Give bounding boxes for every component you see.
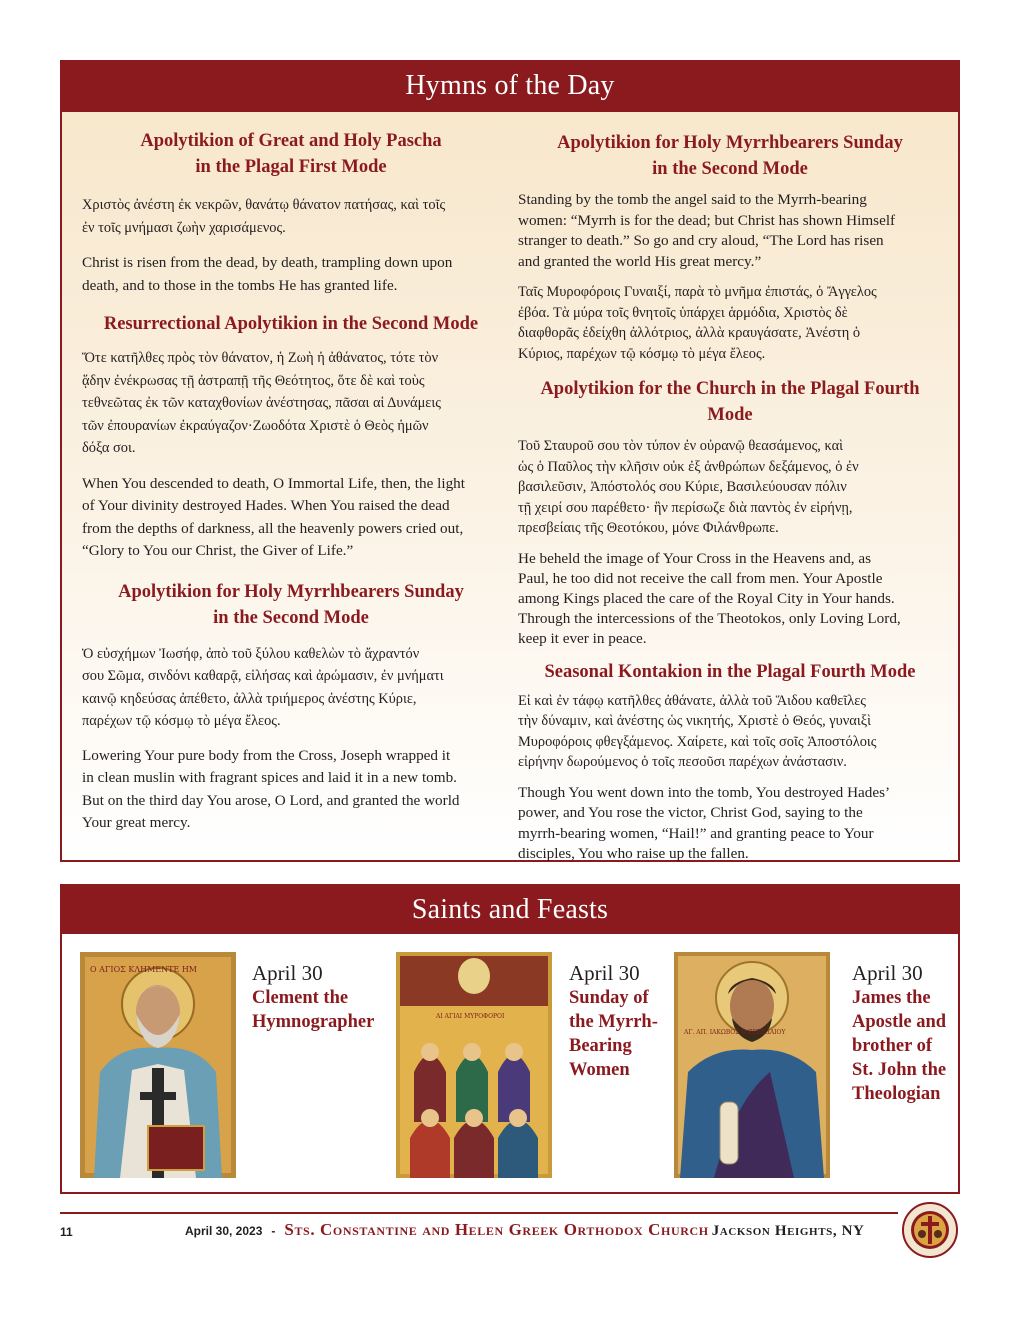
text-line: ὡς ὁ Παῦλος τὴν κλῆσιν οὐκ ἐξ ἀνθρώπων δεξάμενος, ὁ ἐν — [518, 458, 859, 475]
text-line: Paul, he too did not receive the call from men. Your Apostle — [518, 569, 883, 587]
text-line: ᾅδην ἐνέκρωσας τῇ ἀστραπῇ τῆς Θεότητος, ὅτε δὲ καὶ τοὺς — [82, 372, 425, 389]
text-line: Though You went down into the tomb, You destroyed Hades’ — [518, 783, 891, 801]
text-line: Christ is risen from the dead, by death, trampling down upon — [82, 254, 453, 271]
text-line: παρέχων τῷ κόσμῳ τὸ μέγα ἔλεος. — [82, 713, 281, 729]
myrrhbearers-icon-image-art — [396, 952, 552, 1178]
saint-name-line: the Myrrh- — [569, 1012, 658, 1032]
hymn-title-line: in the Plagal First Mode — [195, 157, 387, 177]
text-line: εἰρήνην δωρούμενος ὁ τοῖς πεσοῦσι παρέχων ἀνάστασιν. — [518, 754, 847, 770]
james-icon-caption: ΑΓ. ΑΠ. ΙΑΚΩΒΟΣ Ο ΖΕΒΕΔΑΙΟΥ — [684, 1029, 786, 1036]
hymns-right-column — [518, 130, 942, 865]
text-line: καινῷ κηδεύσας ἀπέθετο, ἀλλὰ τριήμερος ἀνέστης Κύριε, — [82, 690, 417, 707]
footer-church-name: Sts. Constantine and Helen Greek Orthodox Church — [284, 1220, 709, 1239]
hymn-title — [82, 128, 500, 180]
text-line: τῶν ἐπουρανίων ἐκραύγαζον·Ζωοδότα Χριστὲ ὁ Θεὸς ἡμῶν — [82, 417, 429, 434]
text-line: Ὅτε κατῆλθες πρὸς τὸν θάνατον, ἡ Ζωὴ ἡ ἀθάνατος, τότε τὸν — [82, 350, 439, 366]
saint-name-line: Apostle and — [852, 1012, 947, 1032]
text-line: and granted the world His great mercy.” — [518, 252, 762, 270]
text-line: stranger to death.” So go and cry aloud, “The Lord has risen — [518, 232, 884, 249]
hymn-title — [82, 311, 500, 337]
parish-seal-logo — [902, 1202, 958, 1258]
saint-myrrhbearers — [569, 960, 658, 1082]
hymn-myrrhbearers-english — [518, 130, 942, 364]
text-line: But on the third day You arose, O Lord, and granted the world — [82, 791, 460, 809]
clement-icon-image-art — [80, 952, 236, 1178]
hymn-kontakion — [518, 659, 942, 865]
text-line: Κύριος, παρέχων τῷ κόσμῳ τὸ μέγα ἔλεος. — [518, 345, 766, 362]
hymn-title — [518, 659, 942, 685]
myrrhbearers-icon-image — [396, 952, 552, 1178]
hymn-title-line: Resurrectional Apolytikion in the Second Mode — [103, 314, 479, 334]
hymn-english-text — [82, 745, 500, 835]
hymn-pascha — [82, 128, 500, 297]
text-line: in clean muslin with fragrant spices and laid it in a new tomb. — [82, 769, 457, 786]
hymn-myrrhbearers-greek — [82, 579, 500, 835]
saint-name-line: Theologian — [852, 1084, 941, 1104]
myrrhbearers-icon-caption: ΑΙ ΑΓΙΑΙ ΜΥΡΟΦΟΡΟΙ — [436, 1013, 505, 1020]
hymn-title-line: in the Second Mode — [213, 607, 369, 628]
hymn-title — [82, 579, 500, 631]
hymn-title — [518, 130, 942, 182]
text-line: Your great mercy. — [82, 814, 191, 831]
clement-icon-image — [80, 952, 236, 1178]
james-icon-image-art — [674, 952, 830, 1178]
text-line: τὴν δύναμιν, καὶ ἀνέστης ὡς νικητής, Χριστὲ ὁ Θεός, γυναιξὶ — [518, 713, 871, 729]
text-line: ἐν τοῖς μνήμασι ζωὴν χαρισάμενος. — [82, 219, 286, 236]
hymns-heading: Hymns of the Day — [62, 62, 958, 112]
hymn-title-line: Apolytikion for Holy Myrrhbearers Sunday — [118, 581, 464, 602]
text-line: among Kings placed the care of the Royal City in Your hands. — [518, 589, 895, 607]
text-line: Τοῦ Σταυροῦ σου τὸν τύπον ἐν οὐρανῷ θεασάμενος, καὶ — [518, 438, 844, 454]
parish-seal-icon — [902, 1202, 958, 1258]
saint-name-line: Clement the — [252, 988, 349, 1008]
text-line: He beheld the image of Your Cross in the Heavens and, as — [518, 549, 872, 567]
text-line: disciples, You who raise up the fallen. — [518, 845, 749, 862]
text-line: women: “Myrrh is for the dead; but Christ has shown Himself — [518, 211, 896, 229]
saint-clement — [252, 960, 374, 1034]
saint-name-line: Bearing — [569, 1036, 632, 1056]
hymn-english-text — [518, 783, 942, 865]
clement-icon-caption: Ο ΑΓΙΟΣ ΚΛΗΜΕΝΤΕ ΗΜ — [90, 965, 197, 974]
james-icon-image — [674, 952, 830, 1178]
text-line: Ταῖς Μυροφόροις Γυναιξί, παρὰ τὸ μνῆμα ἐπιστάς, ὁ Ἄγγελος — [518, 284, 877, 300]
hymn-church — [518, 376, 942, 649]
text-line: διαφθορᾶς ἐδείχθη ἀλλότριος, ἀλλὰ κραυγάσατε, Ἀνέστη ὁ — [518, 325, 861, 341]
hymn-title-line: Seasonal Kontakion in the Plagal Fourth Mode — [544, 661, 916, 682]
text-line: from the depths of darkness, all the heavenly powers cried out, — [82, 519, 464, 537]
hymn-title-line: Apolytikion for Holy Myrrhbearers Sunday — [557, 133, 903, 153]
saint-date: April 30 — [252, 961, 323, 985]
text-line: Εἰ καὶ ἐν τάφῳ κατῆλθες ἀθάνατε, ἀλλὰ τοῦ Ἅιδου καθεῖλες — [518, 692, 866, 709]
saint-name — [252, 986, 374, 1034]
saint-name-line: James the — [852, 988, 931, 1008]
footer-date: April 30, 2023 — [185, 1224, 263, 1238]
hymns-section — [60, 60, 960, 862]
text-line: Χριστὸς ἀνέστη ἐκ νεκρῶν, θανάτῳ θάνατον πατήσας, καὶ τοῖς — [82, 197, 446, 213]
text-line: When You descended to death, O Immortal Life, then, the light — [82, 474, 465, 492]
hymn-english-text — [518, 549, 942, 649]
text-line: ἐβόα. Τὰ μύρα τοῖς θνητοῖς ὑπάρχει ἁρμόδια, Χριστὸς δὲ — [518, 304, 848, 321]
text-line: Through the intercessions of the Theotokos, only Loving Lord, — [518, 609, 901, 627]
hymn-greek-text — [82, 194, 500, 239]
text-line: βασιλεῦσιν, Ἀπόστολός σου Κύριε, Βασιλεύουσαν πόλιν — [518, 479, 847, 495]
text-line: σου Σῶμα, σινδόνι καθαρᾷ, εἱλήσας καὶ ἀρώμασιν, ἐν μνήματι — [82, 668, 444, 684]
saint-name-line: brother of — [852, 1036, 932, 1056]
saint-name-line: St. John the — [852, 1060, 947, 1080]
text-line: death, and to those in the tombs He has granted life. — [82, 276, 398, 294]
hymn-english-text — [82, 473, 500, 563]
saint-name — [569, 986, 658, 1082]
saint-name-line: Sunday of — [569, 988, 649, 1008]
text-line: πρεσβείαις τῆς Θεοτόκου, μόνε Φιλάνθρωπε. — [518, 520, 779, 536]
saint-name-line: Hymnographer — [252, 1012, 375, 1032]
saints-heading: Saints and Feasts — [62, 886, 958, 934]
text-line: Standing by the tomb the angel said to the Myrrh-bearing — [518, 191, 867, 208]
footer-divider — [60, 1212, 898, 1214]
hymn-greek-text — [518, 691, 942, 773]
footer-location: Jackson Heights, NY — [711, 1223, 865, 1239]
hymn-title-line: in the Second Mode — [652, 159, 808, 179]
hymn-greek-text — [518, 436, 942, 539]
saint-name — [852, 986, 946, 1106]
text-line: τεθνεῶτας ἐκ τῶν καταχθονίων ἀνέστησας, πᾶσαι αἱ Δυνάμεις — [82, 395, 441, 411]
footer-separator: - — [271, 1224, 276, 1238]
hymn-resurrectional — [82, 311, 500, 563]
text-line: keep it ever in peace. — [518, 629, 647, 647]
text-line: τῇ χειρί σου παρέθετο· ἣν περίσωζε διὰ παντὸς ἐν εἰρήνῃ, — [518, 499, 853, 516]
saints-section — [60, 884, 960, 1194]
hymn-title-line: Apolytikion of Great and Holy Pascha — [140, 131, 442, 151]
hymn-title-line: Apolytikion for the Church in the Plagal Fourth Mode — [540, 379, 920, 425]
text-line: of Your divinity destroyed Hades. When You raised the dead — [82, 497, 450, 514]
hymn-english-text — [82, 252, 500, 297]
text-line: power, and You rose the victor, Christ God, saying to the — [518, 804, 863, 821]
hymn-greek-text — [82, 643, 500, 733]
text-line: Ὁ εὐσχήμων Ἰωσήφ, ἀπὸ τοῦ ξύλου καθελὼν τὸ ἄχραντόν — [82, 645, 420, 662]
hymn-greek-text — [82, 347, 500, 460]
text-line: δόξα σοι. — [82, 440, 136, 456]
text-line: myrrh-bearing women, “Hail!” and granting peace to Your — [518, 824, 874, 842]
text-line: Μυροφόροις φθεγξάμενος. Χαίρετε, καὶ τοῖς σοῖς Ἀποστόλοις — [518, 733, 877, 750]
hymns-left-column — [82, 128, 500, 835]
hymn-english-text — [518, 190, 942, 272]
text-line: “Glory to You our Christ, the Giver of Life.” — [82, 542, 354, 559]
footer-line — [185, 1220, 864, 1240]
page-number: 11 — [60, 1225, 73, 1239]
saint-date: April 30 — [569, 961, 640, 985]
text-line: Lowering Your pure body from the Cross, Joseph wrapped it — [82, 746, 451, 764]
saint-date: April 30 — [852, 961, 923, 985]
hymn-title — [518, 376, 942, 428]
saint-james — [852, 960, 946, 1106]
hymn-greek-text — [518, 282, 942, 364]
saint-name-line: Women — [569, 1060, 630, 1080]
